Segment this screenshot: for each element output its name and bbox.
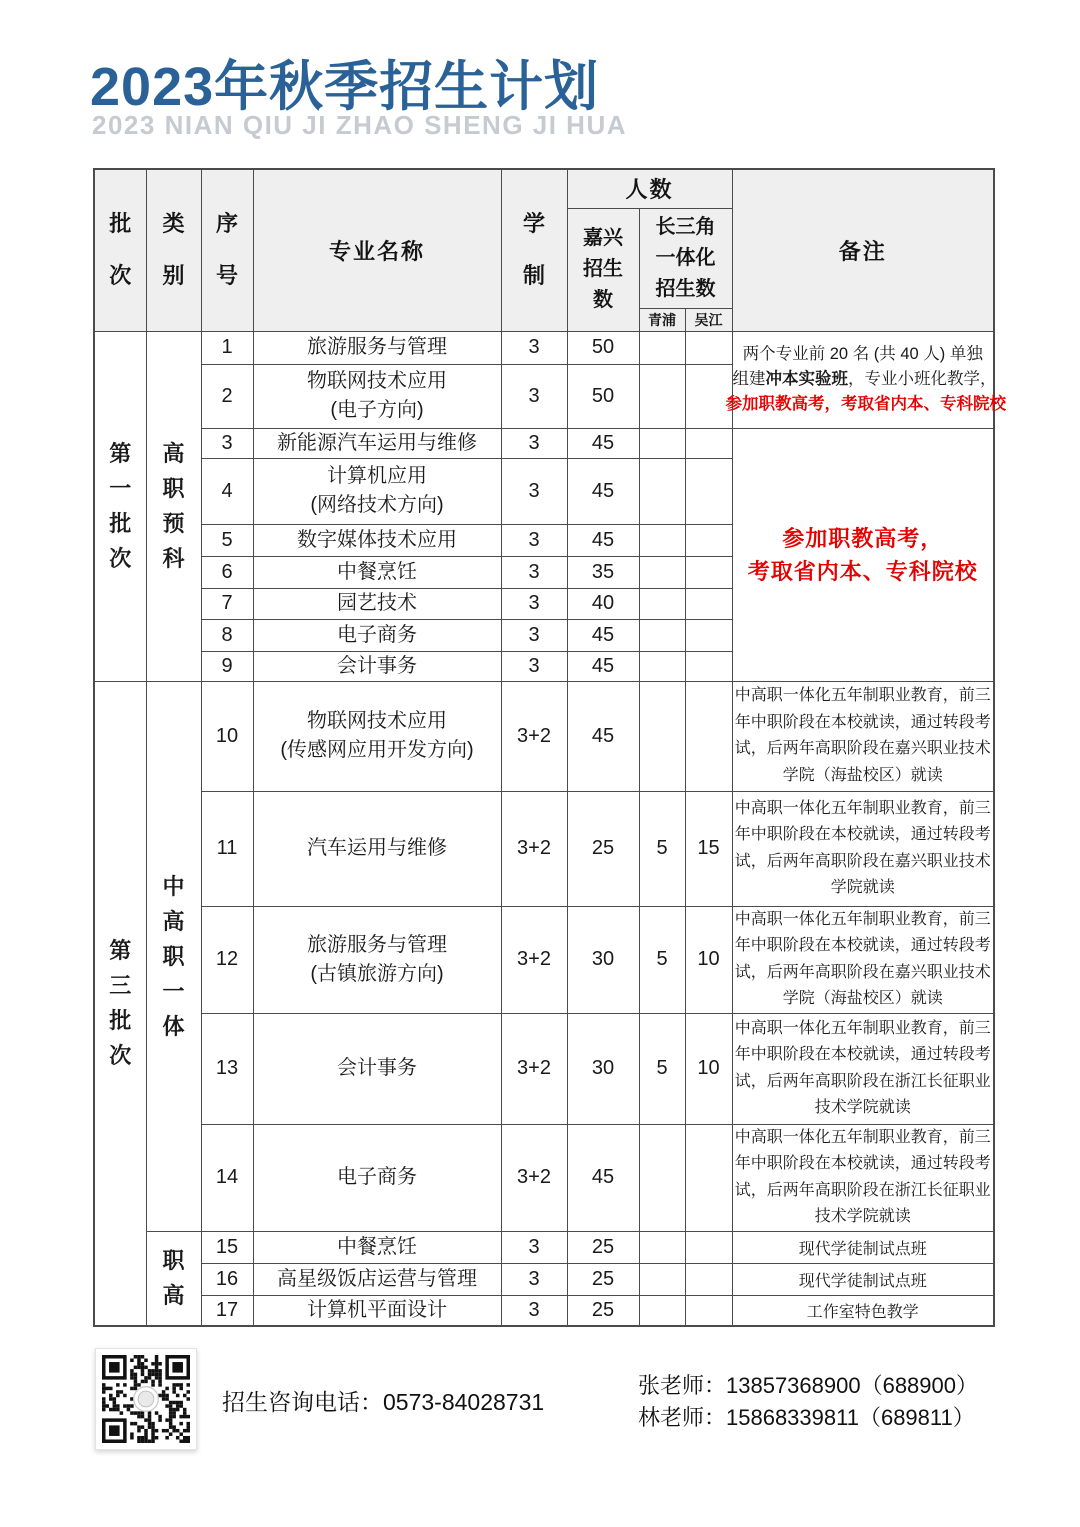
cell-no: 14 (201, 1124, 253, 1231)
cell-qingpu (639, 364, 685, 428)
cell-wujiang (685, 364, 732, 428)
cell-duration: 3 (501, 524, 567, 556)
cell-no: 15 (201, 1231, 253, 1263)
major-line1: 园艺技术 (337, 592, 417, 614)
cell-jiaxing: 45 (567, 428, 639, 458)
cell-remark-rows-3-9 (732, 428, 994, 681)
table-row (94, 428, 994, 458)
cell-major (253, 364, 501, 428)
table-row (94, 791, 994, 906)
group-category-2 (146, 681, 201, 1231)
cell-duration: 3+2 (501, 791, 567, 906)
col-header-duration (501, 169, 567, 331)
cell-no: 11 (201, 791, 253, 906)
cell-duration: 3 (501, 1263, 567, 1295)
group-category-3-label: 职高 (162, 1248, 185, 1309)
cell-qingpu (639, 1295, 685, 1326)
cell-duration: 3+2 (501, 906, 567, 1013)
teacher-contacts (638, 1370, 978, 1434)
cell-qingpu (639, 1124, 685, 1231)
cell-jiaxing: 30 (567, 1013, 639, 1124)
table-row (94, 1231, 994, 1263)
teacher-contact-zhang: 张老师：13857368900（688900） (638, 1373, 979, 1398)
col-header-jiaxing (567, 208, 639, 331)
cell-duration: 3 (501, 651, 567, 681)
cell-qingpu: 5 (639, 791, 685, 906)
qr-code (95, 1348, 197, 1450)
cell-duration: 3+2 (501, 681, 567, 791)
cell-duration: 3 (501, 619, 567, 651)
cell-remark: 中高职一体化五年制职业教育，前三年中职阶段在本校就读，通过转段考试，后两年高职阶段在嘉兴职业技术学院（海盐校区）就读 (732, 906, 994, 1013)
cell-wujiang (685, 588, 732, 619)
cell-remark-rows-1-2 (725, 331, 1007, 428)
major-line1: 电子商务 (337, 623, 417, 646)
major-line2: (古镇旅游方向) (310, 962, 444, 985)
cell-remark: 中高职一体化五年制职业教育，前三年中职阶段在本校就读，通过转段考试，后两年高职阶段在浙江长征职业技术学院就读 (732, 1124, 994, 1231)
cell-major (253, 458, 501, 524)
cell-jiaxing: 45 (567, 1124, 639, 1231)
cell-remark: 工作室特色教学 (732, 1295, 994, 1326)
cell-no: 17 (201, 1295, 253, 1326)
major-line1: 数字媒体技术应用 (297, 528, 457, 551)
cell-no: 8 (201, 619, 253, 651)
major-line1: 计算机平面设计 (307, 1298, 447, 1321)
cell-duration: 3 (501, 588, 567, 619)
group-batch-3-label: 第三批次 (109, 938, 132, 1069)
page-subtitle: 2023 NIAN QIU JI ZHAO SHENG JI HUA (92, 110, 627, 140)
cell-major (253, 791, 501, 906)
col-header-batch-label: 批次 (109, 211, 132, 289)
major-line1: 中餐烹饪 (337, 560, 417, 583)
cell-major (253, 1231, 501, 1263)
remark-line: 两个专业前 20 名 (共 40 人) 单独 (742, 345, 983, 363)
major-line2: (传感网应用开发方向) (280, 739, 474, 761)
cell-remark: 现代学徒制试点班 (732, 1263, 994, 1295)
cell-jiaxing: 45 (567, 524, 639, 556)
cell-wujiang (685, 1231, 732, 1263)
cell-wujiang (685, 681, 732, 791)
cell-wujiang (685, 651, 732, 681)
cell-jiaxing: 45 (567, 651, 639, 681)
col-header-category (146, 169, 201, 331)
cell-no: 16 (201, 1263, 253, 1295)
group-batch-1-label: 第一批次 (109, 441, 132, 571)
cell-jiaxing: 45 (567, 681, 639, 791)
cell-duration: 3+2 (501, 1013, 567, 1124)
col-header-duration-label: 学制 (522, 211, 545, 289)
cell-qingpu (639, 524, 685, 556)
cell-qingpu (639, 556, 685, 588)
cell-major (253, 619, 501, 651)
major-line1: 旅游服务与管理 (307, 336, 447, 358)
cell-qingpu (639, 428, 685, 458)
consult-phone: 招生咨询电话：0573-84028731 (222, 1389, 545, 1415)
cell-wujiang (685, 1124, 732, 1231)
table-row (94, 681, 994, 791)
cell-wujiang (685, 428, 732, 458)
cell-qingpu (639, 681, 685, 791)
col-header-qingpu: 青浦 (639, 308, 685, 331)
table-row (94, 1013, 994, 1124)
major-line1: 中餐烹饪 (337, 1235, 417, 1258)
group-category-3 (146, 1231, 201, 1326)
cell-wujiang: 15 (685, 791, 732, 906)
cell-no: 13 (201, 1013, 253, 1124)
cell-jiaxing: 40 (567, 588, 639, 619)
cell-duration: 3+2 (501, 1124, 567, 1231)
cell-no: 3 (201, 428, 253, 458)
col-header-category-label: 类别 (162, 211, 185, 289)
major-line1: 会计事务 (337, 654, 417, 677)
cell-jiaxing: 25 (567, 791, 639, 906)
cell-wujiang (685, 524, 732, 556)
major-line1: 物联网技术应用 (307, 710, 447, 732)
col-header-no-label: 序号 (215, 211, 238, 289)
cell-no: 9 (201, 651, 253, 681)
cell-duration: 3 (501, 458, 567, 524)
group-category-2-label: 中高职一体 (162, 873, 185, 1039)
cell-wujiang: 10 (685, 1013, 732, 1124)
cell-major (253, 1263, 501, 1295)
cell-qingpu: 5 (639, 1013, 685, 1124)
cell-no: 1 (201, 331, 253, 364)
cell-wujiang (685, 458, 732, 524)
cell-duration: 3 (501, 556, 567, 588)
col-header-jiaxing-label: 嘉兴招生数 (583, 227, 623, 311)
col-header-changsanjiao (639, 208, 732, 308)
cell-remark: 中高职一体化五年制职业教育，前三年中职阶段在本校就读，通过转段考试，后两年高职阶段在嘉兴职业技术学院（海盐校区）就读 (732, 681, 994, 791)
cell-no: 12 (201, 906, 253, 1013)
cell-major (253, 651, 501, 681)
col-header-no (201, 169, 253, 331)
cell-major (253, 524, 501, 556)
cell-wujiang (685, 1263, 732, 1295)
cell-qingpu (639, 458, 685, 524)
major-line1: 物联网技术应用 (307, 370, 447, 392)
cell-wujiang: 10 (685, 906, 732, 1013)
cell-major (253, 556, 501, 588)
cell-major (253, 1124, 501, 1231)
remark-red-line2: 考取省内本、专科院校 (747, 558, 978, 584)
cell-duration: 3 (501, 1295, 567, 1326)
page-title: 2023年秋季招生计划 (90, 57, 600, 117)
cell-no: 4 (201, 458, 253, 524)
group-batch-3 (94, 681, 146, 1326)
major-line1: 汽车运用与维修 (307, 837, 447, 859)
cell-jiaxing: 50 (567, 364, 639, 428)
cell-no: 7 (201, 588, 253, 619)
cell-jiaxing: 45 (567, 458, 639, 524)
cell-no: 5 (201, 524, 253, 556)
cell-qingpu (639, 588, 685, 619)
cell-duration: 3 (501, 364, 567, 428)
table-row (94, 1263, 994, 1295)
cell-major (253, 906, 501, 1013)
col-header-renshu: 人数 (567, 169, 732, 208)
remark-line-red: 参加职教高考，考取省内本、专科院校 (725, 395, 1007, 413)
cell-jiaxing: 25 (567, 1263, 639, 1295)
col-header-changsanjiao-label: 长三角一体化招生数 (655, 215, 716, 300)
cell-jiaxing: 45 (567, 619, 639, 651)
group-category-1-label: 高职预科 (162, 441, 185, 571)
cell-qingpu (639, 651, 685, 681)
cell-qingpu (639, 331, 685, 364)
enrollment-table (93, 168, 1007, 1327)
col-header-major: 专业名称 (253, 169, 501, 331)
cell-duration: 3 (501, 428, 567, 458)
cell-remark: 中高职一体化五年制职业教育，前三年中职阶段在本校就读，通过转段考试，后两年高职阶段在浙江长征职业技术学院就读 (732, 1013, 994, 1124)
cell-duration: 3 (501, 1231, 567, 1263)
cell-qingpu (639, 1263, 685, 1295)
cell-wujiang (685, 556, 732, 588)
table-row (94, 1295, 994, 1326)
cell-wujiang (685, 1295, 732, 1326)
table-row (94, 906, 994, 1013)
cell-qingpu (639, 619, 685, 651)
cell-wujiang (685, 619, 732, 651)
cell-remark: 中高职一体化五年制职业教育，前三年中职阶段在本校就读，通过转段考试，后两年高职阶段在嘉兴职业技术学院就读 (732, 791, 994, 906)
major-line1: 高星级饭店运营与管理 (277, 1267, 477, 1290)
cell-jiaxing: 25 (567, 1231, 639, 1263)
major-line1: 电子商务 (337, 1166, 417, 1188)
major-line1: 旅游服务与管理 (307, 933, 447, 956)
cell-duration: 3 (501, 331, 567, 364)
cell-qingpu (639, 1231, 685, 1263)
cell-major (253, 681, 501, 791)
col-header-wujiang: 吴江 (685, 308, 732, 331)
cell-major (253, 331, 501, 364)
group-category-1 (146, 331, 201, 681)
cell-no: 2 (201, 364, 253, 428)
qr-code-image (102, 1355, 190, 1443)
cell-major (253, 1295, 501, 1326)
major-line1: 会计事务 (337, 1057, 417, 1079)
cell-no: 6 (201, 556, 253, 588)
major-line1: 计算机应用 (327, 465, 427, 487)
cell-remark: 现代学徒制试点班 (732, 1231, 994, 1263)
remark-line: 组建冲本实验班，专业小班化教学， (732, 370, 997, 388)
table-row (94, 331, 994, 364)
major-line1: 新能源汽车运用与维修 (277, 431, 477, 454)
major-line2: (电子方向) (330, 399, 424, 421)
cell-no: 10 (201, 681, 253, 791)
cell-jiaxing: 35 (567, 556, 639, 588)
col-header-remark: 备注 (732, 169, 994, 331)
cell-jiaxing: 30 (567, 906, 639, 1013)
cell-qingpu: 5 (639, 906, 685, 1013)
cell-major (253, 1013, 501, 1124)
cell-jiaxing: 25 (567, 1295, 639, 1326)
table-row (94, 1124, 994, 1231)
teacher-contact-lin: 林老师：15868339811（689811） (638, 1405, 975, 1430)
group-batch-1 (94, 331, 146, 681)
cell-wujiang (685, 331, 732, 364)
col-header-batch (94, 169, 146, 331)
remark-red-line1: 参加职教高考， (782, 525, 944, 551)
major-line2: (网络技术方向) (310, 494, 444, 516)
cell-jiaxing: 50 (567, 331, 639, 364)
cell-major (253, 588, 501, 619)
cell-major (253, 428, 501, 458)
